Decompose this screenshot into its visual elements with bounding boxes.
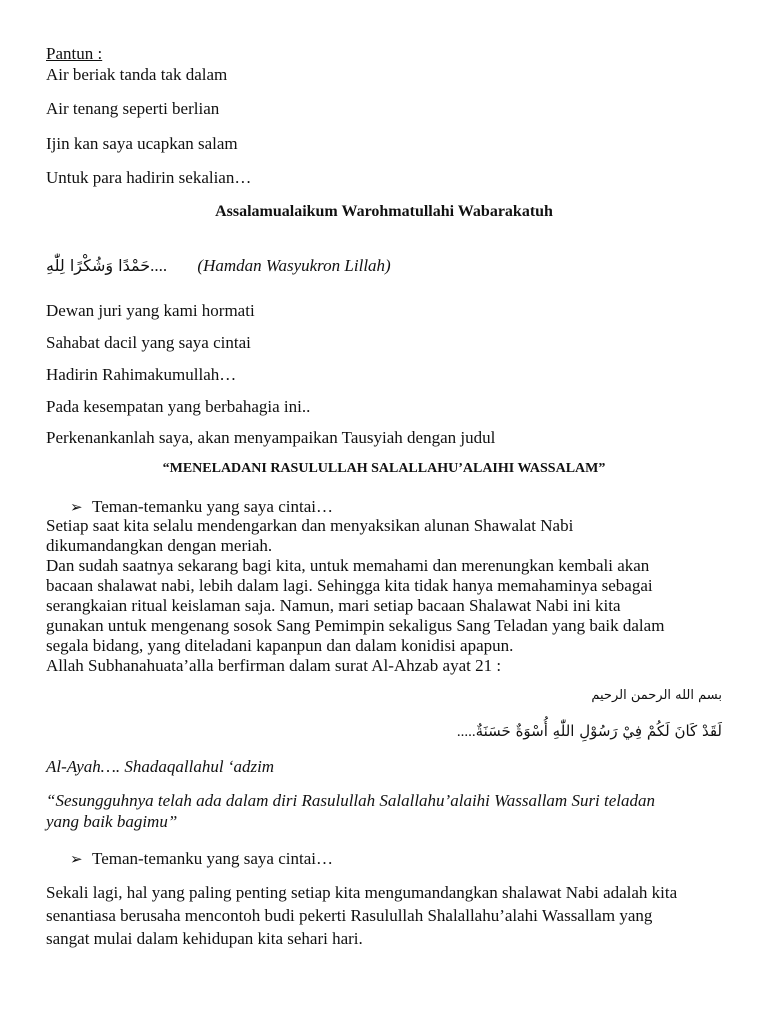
basmalah: بسم الله الرحمن الرحيم xyxy=(591,688,722,703)
bullet-text: Teman-temanku yang saya cintai… xyxy=(92,849,333,868)
greeting-line: Hadirin Rahimakumullah… xyxy=(46,365,237,384)
pantun-heading: Pantun : xyxy=(46,44,103,63)
body-line: serangkaian ritual keislaman saja. Namun, mari setiap bacaan Shalawat Nabi ini kita xyxy=(46,596,621,615)
body-line: Sekali lagi, hal yang paling penting setiap kita mengumandangkan shalawat Nabi adalah kita xyxy=(46,883,678,902)
greeting-line: Sahabat dacil yang saya cintai xyxy=(46,333,251,352)
bullet-text: Teman-temanku yang saya cintai… xyxy=(92,497,333,516)
body-line: Setiap saat kita selalu mendengarkan dan menyaksikan alunan Shawalat Nabi xyxy=(46,516,574,535)
pantun-line: Air beriak tanda tak dalam xyxy=(46,65,228,84)
bullet-item xyxy=(70,849,722,869)
ayah-dots: ..... xyxy=(456,724,476,740)
greeting-line: Perkenankanlah saya, akan menyampaikan Tausyiah dengan judul xyxy=(46,428,496,447)
body-line: senantiasa berusaha mencontoh budi pekerti Rasulullah Shalallahu’alahi Wassallam yang xyxy=(46,906,653,925)
bullet-item xyxy=(70,497,722,517)
ayah-closing: Al-Ayah…. Shadaqallahul ‘adzim xyxy=(46,757,275,776)
salam-heading: Assalamualaikum Warohmatullahi Wabarakatuh xyxy=(215,203,553,220)
arrow-bullet-icon: ➢ xyxy=(70,852,83,868)
body-line: segala bidang, yang diteladani kapanpun dan dalam konidisi apapun. xyxy=(46,636,514,655)
body-line: Allah Subhanahuata’alla berfirman dalam surat Al-Ahzab ayat 21 : xyxy=(46,656,502,675)
body-line: dikumandangkan dengan meriah. xyxy=(46,536,273,555)
arrow-bullet-icon: ➢ xyxy=(70,500,83,516)
hamdan-line xyxy=(46,256,722,276)
body-paragraph xyxy=(46,883,722,952)
greeting-line: Dewan juri yang kami hormati xyxy=(46,301,255,320)
body-line: bacaan shalawat nabi, lebih dalam lagi. Sehingga kita tidak hanya memahaminya sebagai xyxy=(46,576,653,595)
pantun-line: Air tenang seperti berlian xyxy=(46,99,220,118)
translation-line: “Sesungguhnya telah ada dalam diri Rasulullah Salallahu’alaihi Wassallam Suri teladan xyxy=(46,791,656,810)
greeting-line: Pada kesempatan yang berbahagia ini.. xyxy=(46,397,311,416)
hamdan-dots: .... xyxy=(150,256,168,275)
pantun-line: Ijin kan saya ucapkan salam xyxy=(46,134,238,153)
hamdan-arabic: حَمْدًا وَشُكْرًا لِلّٰهِ xyxy=(46,256,151,275)
body-paragraph xyxy=(46,516,722,676)
body-line: gunakan untuk mengenang sosok Sang Pemimpin sekaligus Sang Teladan yang baik dalam xyxy=(46,616,665,635)
pantun-line: Untuk para hadirin sekalian… xyxy=(46,168,252,187)
speech-title: “MENELADANI RASULULLAH SALALLAHU’ALAIHI WASSALAM” xyxy=(162,461,606,476)
hamdan-latin: (Hamdan Wasyukron Lillah) xyxy=(197,256,391,275)
body-line: sangat mulai dalam kehidupan kita sehari hari. xyxy=(46,929,363,948)
body-line: Dan sudah saatnya sekarang bagi kita, untuk memahami dan merenungkan kembali akan xyxy=(46,556,650,575)
ayah-line xyxy=(46,722,722,741)
translation-quote xyxy=(46,791,722,832)
ayah-arabic: لَقَدْ كَانَ لَكُمْ فِيْ رَسُوْلِ اللّٰهِ أُسْوَةٌ حَسَنَةٌ xyxy=(475,722,722,740)
translation-line: yang baik bagimu” xyxy=(46,812,178,831)
